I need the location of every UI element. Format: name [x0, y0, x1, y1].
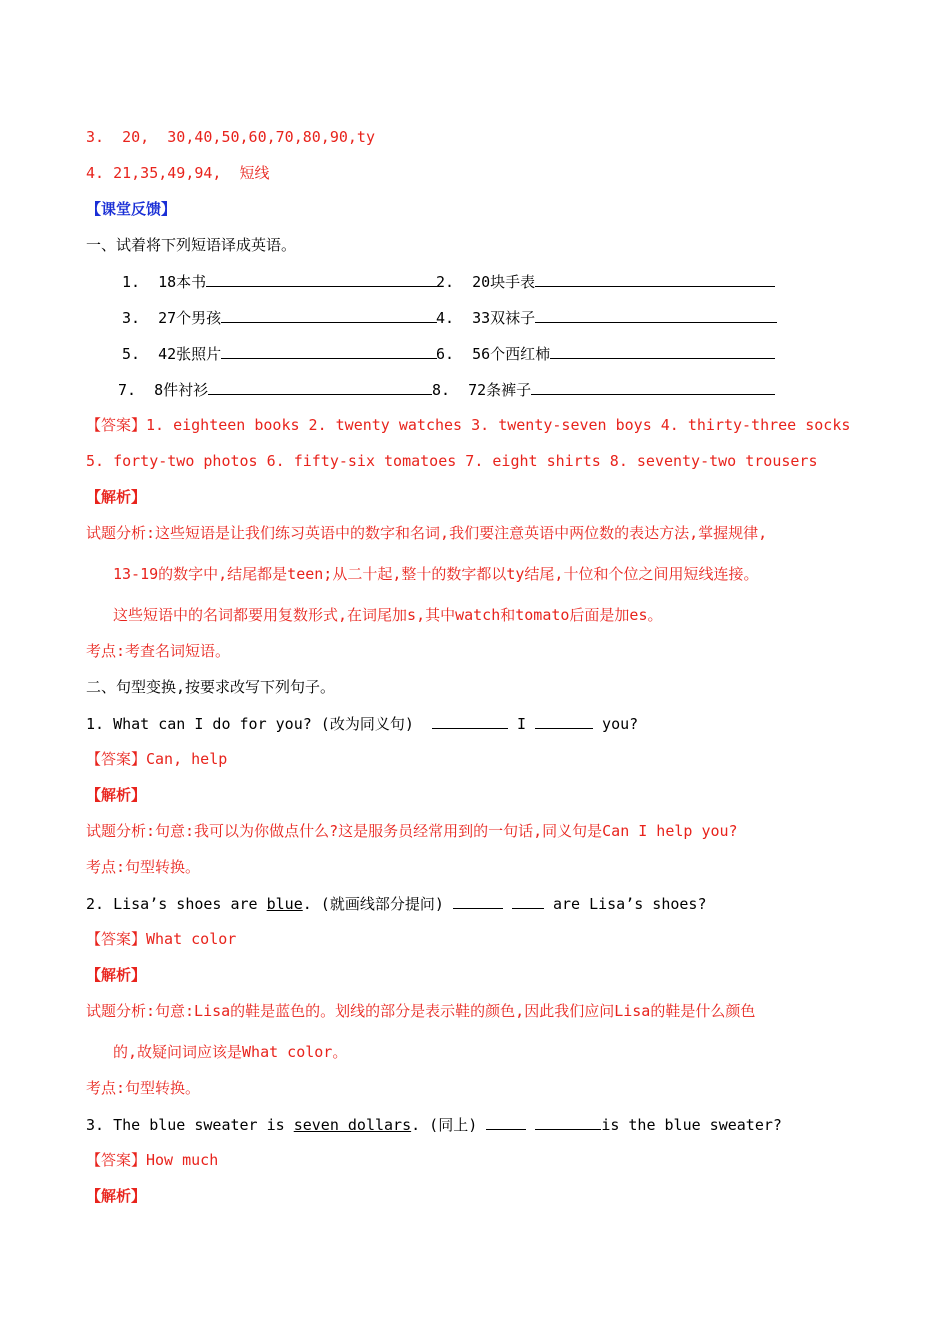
question-2-text: 2. Lisa’s shoes are [86, 895, 267, 913]
answer-blank[interactable] [221, 307, 437, 323]
question-3-instruction: . (同上) [411, 1116, 487, 1134]
answer-blank[interactable] [486, 1114, 526, 1130]
question-2 [86, 893, 707, 914]
part1-analysis-label: 【解析】 [86, 488, 147, 506]
question-1-mid: I [507, 715, 536, 733]
intro-line-4: 4. 21,35,49,94, 短线 [86, 164, 270, 182]
underlined-word: blue [266, 895, 303, 913]
part1-analysis-line-1: 试题分析:这些短语是让我们练习英语中的数字和名词,我们要注意英语中两位数的表达方法,掌握规律, [86, 524, 768, 542]
answer-blank[interactable] [531, 379, 775, 395]
answer-blank[interactable] [535, 271, 775, 287]
question-3-analysis-label: 【解析】 [86, 1187, 147, 1205]
exercise-item-label: 4. 33双袜子 [436, 309, 536, 327]
question-1-analysis: 试题分析:句意:我可以为你做点什么?这是服务员经常用到的一句话,同义句是Can I help you? [86, 822, 738, 840]
answer-blank[interactable] [550, 343, 775, 359]
question-3-answer: 【答案】How much [86, 1151, 219, 1169]
question-3-end: is the blue sweater? [601, 1116, 782, 1134]
exercise-item-3 [122, 307, 437, 328]
exercise-item-4 [436, 307, 777, 328]
answer-blank[interactable] [535, 307, 777, 323]
answer-blank[interactable] [512, 893, 544, 909]
question-3 [86, 1114, 782, 1135]
question-1-kaodian: 考点:句型转换。 [86, 858, 201, 876]
section-heading-feedback: 【课堂反馈】 [86, 200, 177, 218]
part1-answer-line-1: 【答案】1. eighteen books 2. twenty watches 3. twenty-seven boys 4. thirty-three socks [86, 416, 851, 434]
question-1-end: you? [593, 715, 639, 733]
part1-title: 一、试着将下列短语译成英语。 [86, 236, 297, 254]
question-2-analysis-line-2: 的,故疑问词应该是What color。 [113, 1043, 348, 1061]
question-2-analysis-line-1: 试题分析:句意:Lisa的鞋是蓝色的。划线的部分是表示鞋的颜色,因此我们应问Lisa的鞋是什么颜色 [86, 1002, 756, 1020]
question-1 [86, 713, 638, 734]
part2-title: 二、句型变换,按要求改写下列句子。 [86, 678, 336, 696]
question-1-text: 1. What can I do for you? (改为同义句) [86, 715, 432, 733]
exercise-item-2 [436, 271, 775, 292]
part1-analysis-line-2: 13-19的数字中,结尾都是teen;从二十起,整十的数字都以ty结尾,十位和个位之间用短线连接。 [113, 565, 759, 583]
exercise-item-label: 8. 72条裤子 [432, 381, 532, 399]
exercise-item-label: 5. 42张照片 [122, 345, 222, 363]
answer-blank[interactable] [208, 379, 432, 395]
question-2-analysis-label: 【解析】 [86, 966, 147, 984]
exercise-item-1 [122, 271, 438, 292]
exercise-item-6 [436, 343, 775, 364]
answer-blank[interactable] [206, 271, 438, 287]
exercise-item-8 [432, 379, 775, 400]
exercise-item-label: 2. 20块手表 [436, 273, 536, 291]
question-2-kaodian: 考点:句型转换。 [86, 1079, 201, 1097]
question-2-answer: 【答案】What color [86, 930, 237, 948]
exercise-item-label: 6. 56个西红柿 [436, 345, 551, 363]
exercise-item-5 [122, 343, 437, 364]
answer-blank[interactable] [535, 1114, 601, 1130]
underlined-phrase: seven dollars [293, 1116, 412, 1134]
answer-blank[interactable] [535, 713, 593, 729]
part1-kaodian: 考点:考查名词短语。 [86, 642, 231, 660]
question-3-text: 3. The blue sweater is [86, 1116, 294, 1134]
intro-line-3: 3. 20, 30,40,50,60,70,80,90,ty [86, 128, 375, 146]
part1-answer-line-2: 5. forty-two photos 6. fifty-six tomatoes 7. eight shirts 8. seventy-two trousers [86, 452, 818, 470]
question-2-end: are Lisa’s shoes? [543, 895, 707, 913]
answer-blank[interactable] [221, 343, 437, 359]
question-2-instruction: . (就画线部分提问) [302, 895, 453, 913]
exercise-item-7 [118, 379, 432, 400]
question-1-answer: 【答案】Can, help [86, 750, 228, 768]
exercise-item-label: 3. 27个男孩 [122, 309, 222, 327]
answer-blank[interactable] [432, 713, 508, 729]
question-1-analysis-label: 【解析】 [86, 786, 147, 804]
exercise-item-label: 7. 8件衬衫 [118, 381, 209, 399]
answer-blank[interactable] [453, 893, 503, 909]
part1-analysis-line-3: 这些短语中的名词都要用复数形式,在词尾加s,其中watch和tomato后面是加es。 [113, 606, 663, 624]
exercise-item-label: 1. 18本书 [122, 273, 207, 291]
